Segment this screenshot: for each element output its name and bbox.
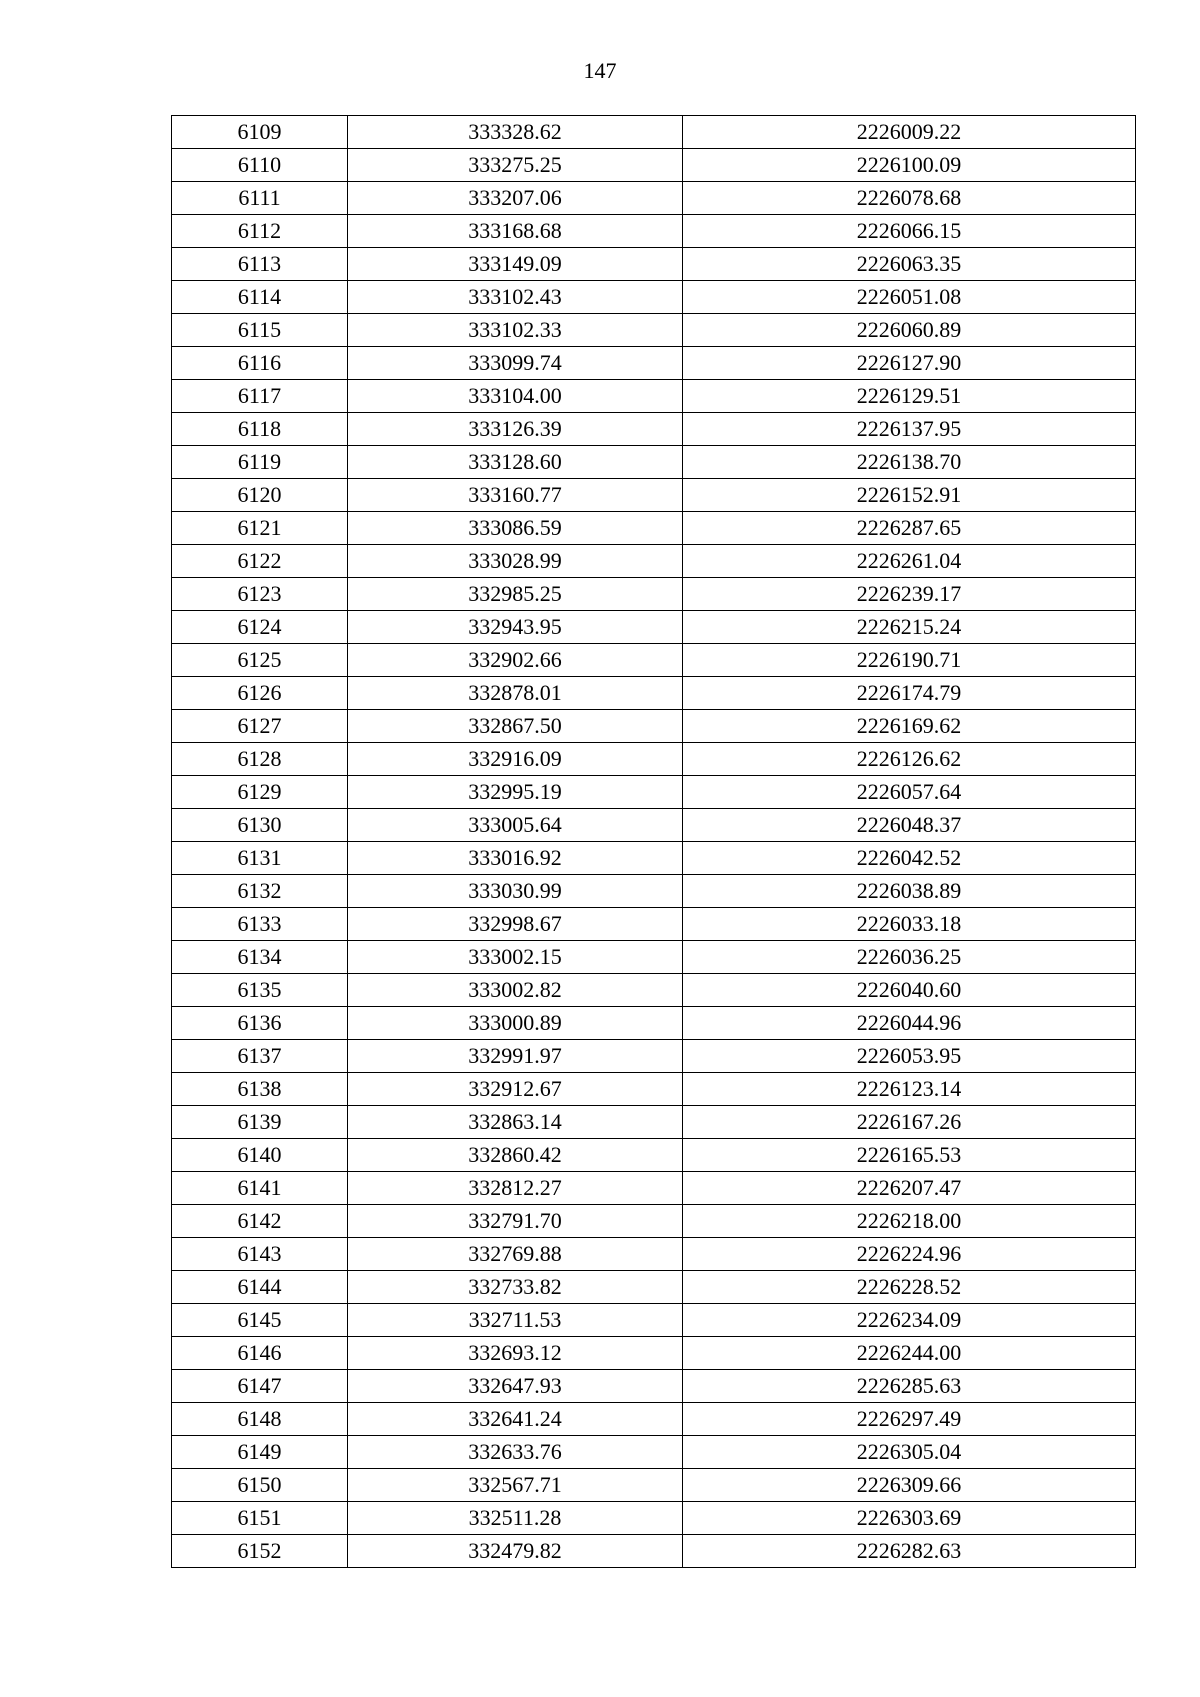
x-coordinate-cell: 332647.93 <box>348 1370 683 1403</box>
table-row <box>172 578 1136 611</box>
x-coordinate-cell: 332995.19 <box>348 776 683 809</box>
point-number-cell: 6122 <box>172 545 348 578</box>
y-coordinate-cell: 2226063.35 <box>683 248 1136 281</box>
x-coordinate-cell: 332733.82 <box>348 1271 683 1304</box>
table-row <box>172 1304 1136 1337</box>
y-coordinate-cell: 2226218.00 <box>683 1205 1136 1238</box>
x-coordinate-cell: 333168.68 <box>348 215 683 248</box>
x-coordinate-cell: 333086.59 <box>348 512 683 545</box>
y-coordinate-cell: 2226190.71 <box>683 644 1136 677</box>
point-number-cell: 6139 <box>172 1106 348 1139</box>
point-number-cell: 6135 <box>172 974 348 1007</box>
table-row <box>172 116 1136 149</box>
y-coordinate-cell: 2226305.04 <box>683 1436 1136 1469</box>
x-coordinate-cell: 333104.00 <box>348 380 683 413</box>
y-coordinate-cell: 2226303.69 <box>683 1502 1136 1535</box>
page-number: 147 <box>583 58 617 83</box>
y-coordinate-cell: 2226127.90 <box>683 347 1136 380</box>
point-number-cell: 6149 <box>172 1436 348 1469</box>
table-row <box>172 941 1136 974</box>
point-number-cell: 6117 <box>172 380 348 413</box>
x-coordinate-cell: 332902.66 <box>348 644 683 677</box>
table-row <box>172 710 1136 743</box>
table-row <box>172 644 1136 677</box>
table-row <box>172 776 1136 809</box>
table-row <box>172 1106 1136 1139</box>
y-coordinate-cell: 2226174.79 <box>683 677 1136 710</box>
table-row <box>172 1403 1136 1436</box>
point-number-cell: 6136 <box>172 1007 348 1040</box>
table-row <box>172 1073 1136 1106</box>
point-number-cell: 6119 <box>172 446 348 479</box>
x-coordinate-cell: 333275.25 <box>348 149 683 182</box>
y-coordinate-cell: 2226261.04 <box>683 545 1136 578</box>
point-number-cell: 6132 <box>172 875 348 908</box>
point-number-cell: 6143 <box>172 1238 348 1271</box>
table-row <box>172 1205 1136 1238</box>
point-number-cell: 6115 <box>172 314 348 347</box>
point-number-cell: 6141 <box>172 1172 348 1205</box>
table-row <box>172 611 1136 644</box>
table-row <box>172 974 1136 1007</box>
y-coordinate-cell: 2226215.24 <box>683 611 1136 644</box>
y-coordinate-cell: 2226036.25 <box>683 941 1136 974</box>
point-number-cell: 6112 <box>172 215 348 248</box>
y-coordinate-cell: 2226053.95 <box>683 1040 1136 1073</box>
table-row <box>172 1172 1136 1205</box>
x-coordinate-cell: 332791.70 <box>348 1205 683 1238</box>
table-row <box>172 314 1136 347</box>
point-number-cell: 6151 <box>172 1502 348 1535</box>
y-coordinate-cell: 2226287.65 <box>683 512 1136 545</box>
y-coordinate-cell: 2226044.96 <box>683 1007 1136 1040</box>
y-coordinate-cell: 2226126.62 <box>683 743 1136 776</box>
point-number-cell: 6123 <box>172 578 348 611</box>
x-coordinate-cell: 333002.15 <box>348 941 683 974</box>
x-coordinate-cell: 332812.27 <box>348 1172 683 1205</box>
table-row <box>172 413 1136 446</box>
coordinates-table-body <box>172 116 1136 1568</box>
x-coordinate-cell: 332943.95 <box>348 611 683 644</box>
point-number-cell: 6134 <box>172 941 348 974</box>
point-number-cell: 6142 <box>172 1205 348 1238</box>
point-number-cell: 6138 <box>172 1073 348 1106</box>
point-number-cell: 6144 <box>172 1271 348 1304</box>
x-coordinate-cell: 332863.14 <box>348 1106 683 1139</box>
table-row <box>172 842 1136 875</box>
x-coordinate-cell: 332860.42 <box>348 1139 683 1172</box>
point-number-cell: 6110 <box>172 149 348 182</box>
x-coordinate-cell: 332693.12 <box>348 1337 683 1370</box>
point-number-cell: 6152 <box>172 1535 348 1568</box>
point-number-cell: 6114 <box>172 281 348 314</box>
x-coordinate-cell: 332511.28 <box>348 1502 683 1535</box>
y-coordinate-cell: 2226224.96 <box>683 1238 1136 1271</box>
y-coordinate-cell: 2226040.60 <box>683 974 1136 1007</box>
x-coordinate-cell: 333207.06 <box>348 182 683 215</box>
x-coordinate-cell: 332985.25 <box>348 578 683 611</box>
point-number-cell: 6127 <box>172 710 348 743</box>
point-number-cell: 6124 <box>172 611 348 644</box>
y-coordinate-cell: 2226060.89 <box>683 314 1136 347</box>
y-coordinate-cell: 2226167.26 <box>683 1106 1136 1139</box>
table-row <box>172 1007 1136 1040</box>
point-number-cell: 6125 <box>172 644 348 677</box>
y-coordinate-cell: 2226057.64 <box>683 776 1136 809</box>
x-coordinate-cell: 332867.50 <box>348 710 683 743</box>
y-coordinate-cell: 2226138.70 <box>683 446 1136 479</box>
x-coordinate-cell: 332769.88 <box>348 1238 683 1271</box>
y-coordinate-cell: 2226009.22 <box>683 116 1136 149</box>
point-number-cell: 6140 <box>172 1139 348 1172</box>
point-number-cell: 6145 <box>172 1304 348 1337</box>
x-coordinate-cell: 333126.39 <box>348 413 683 446</box>
table-row <box>172 1271 1136 1304</box>
point-number-cell: 6150 <box>172 1469 348 1502</box>
point-number-cell: 6137 <box>172 1040 348 1073</box>
table-row <box>172 1238 1136 1271</box>
y-coordinate-cell: 2226129.51 <box>683 380 1136 413</box>
x-coordinate-cell: 333102.33 <box>348 314 683 347</box>
table-row <box>172 1436 1136 1469</box>
y-coordinate-cell: 2226123.14 <box>683 1073 1136 1106</box>
x-coordinate-cell: 333160.77 <box>348 479 683 512</box>
x-coordinate-cell: 333099.74 <box>348 347 683 380</box>
point-number-cell: 6148 <box>172 1403 348 1436</box>
point-number-cell: 6130 <box>172 809 348 842</box>
x-coordinate-cell: 332998.67 <box>348 908 683 941</box>
x-coordinate-cell: 333102.43 <box>348 281 683 314</box>
y-coordinate-cell: 2226244.00 <box>683 1337 1136 1370</box>
table-row <box>172 743 1136 776</box>
table-row <box>172 1337 1136 1370</box>
point-number-cell: 6116 <box>172 347 348 380</box>
x-coordinate-cell: 333005.64 <box>348 809 683 842</box>
y-coordinate-cell: 2226228.52 <box>683 1271 1136 1304</box>
x-coordinate-cell: 333149.09 <box>348 248 683 281</box>
point-number-cell: 6129 <box>172 776 348 809</box>
y-coordinate-cell: 2226152.91 <box>683 479 1136 512</box>
table-row <box>172 215 1136 248</box>
x-coordinate-cell: 332711.53 <box>348 1304 683 1337</box>
y-coordinate-cell: 2226048.37 <box>683 809 1136 842</box>
point-number-cell: 6121 <box>172 512 348 545</box>
point-number-cell: 6133 <box>172 908 348 941</box>
y-coordinate-cell: 2226285.63 <box>683 1370 1136 1403</box>
table-row <box>172 347 1136 380</box>
y-coordinate-cell: 2226100.09 <box>683 149 1136 182</box>
y-coordinate-cell: 2226309.66 <box>683 1469 1136 1502</box>
point-number-cell: 6120 <box>172 479 348 512</box>
x-coordinate-cell: 332878.01 <box>348 677 683 710</box>
table-row <box>172 1040 1136 1073</box>
y-coordinate-cell: 2226169.62 <box>683 710 1136 743</box>
y-coordinate-cell: 2226038.89 <box>683 875 1136 908</box>
y-coordinate-cell: 2226165.53 <box>683 1139 1136 1172</box>
table-row <box>172 1469 1136 1502</box>
x-coordinate-cell: 333030.99 <box>348 875 683 908</box>
point-number-cell: 6113 <box>172 248 348 281</box>
table-row <box>172 248 1136 281</box>
x-coordinate-cell: 332633.76 <box>348 1436 683 1469</box>
table-row <box>172 149 1136 182</box>
point-number-cell: 6128 <box>172 743 348 776</box>
y-coordinate-cell: 2226282.63 <box>683 1535 1136 1568</box>
y-coordinate-cell: 2226078.68 <box>683 182 1136 215</box>
table-row <box>172 545 1136 578</box>
y-coordinate-cell: 2226207.47 <box>683 1172 1136 1205</box>
x-coordinate-cell: 333002.82 <box>348 974 683 1007</box>
table-row <box>172 281 1136 314</box>
x-coordinate-cell: 332479.82 <box>348 1535 683 1568</box>
y-coordinate-cell: 2226234.09 <box>683 1304 1136 1337</box>
x-coordinate-cell: 332912.67 <box>348 1073 683 1106</box>
table-row <box>172 479 1136 512</box>
y-coordinate-cell: 2226137.95 <box>683 413 1136 446</box>
x-coordinate-cell: 333016.92 <box>348 842 683 875</box>
table-row <box>172 677 1136 710</box>
table-row <box>172 512 1136 545</box>
x-coordinate-cell: 333328.62 <box>348 116 683 149</box>
y-coordinate-cell: 2226066.15 <box>683 215 1136 248</box>
point-number-cell: 6111 <box>172 182 348 215</box>
y-coordinate-cell: 2226051.08 <box>683 281 1136 314</box>
point-number-cell: 6118 <box>172 413 348 446</box>
table-row <box>172 1139 1136 1172</box>
y-coordinate-cell: 2226297.49 <box>683 1403 1136 1436</box>
x-coordinate-cell: 333000.89 <box>348 1007 683 1040</box>
point-number-cell: 6126 <box>172 677 348 710</box>
table-row <box>172 1535 1136 1568</box>
x-coordinate-cell: 333128.60 <box>348 446 683 479</box>
x-coordinate-cell: 332567.71 <box>348 1469 683 1502</box>
y-coordinate-cell: 2226239.17 <box>683 578 1136 611</box>
x-coordinate-cell: 332916.09 <box>348 743 683 776</box>
coordinates-table <box>171 115 1136 1568</box>
y-coordinate-cell: 2226033.18 <box>683 908 1136 941</box>
table-row <box>172 875 1136 908</box>
point-number-cell: 6131 <box>172 842 348 875</box>
table-row <box>172 446 1136 479</box>
x-coordinate-cell: 332641.24 <box>348 1403 683 1436</box>
y-coordinate-cell: 2226042.52 <box>683 842 1136 875</box>
point-number-cell: 6109 <box>172 116 348 149</box>
x-coordinate-cell: 332991.97 <box>348 1040 683 1073</box>
point-number-cell: 6146 <box>172 1337 348 1370</box>
point-number-cell: 6147 <box>172 1370 348 1403</box>
table-row <box>172 809 1136 842</box>
table-row <box>172 1370 1136 1403</box>
table-row <box>172 182 1136 215</box>
table-row <box>172 908 1136 941</box>
table-row <box>172 380 1136 413</box>
table-row <box>172 1502 1136 1535</box>
x-coordinate-cell: 333028.99 <box>348 545 683 578</box>
